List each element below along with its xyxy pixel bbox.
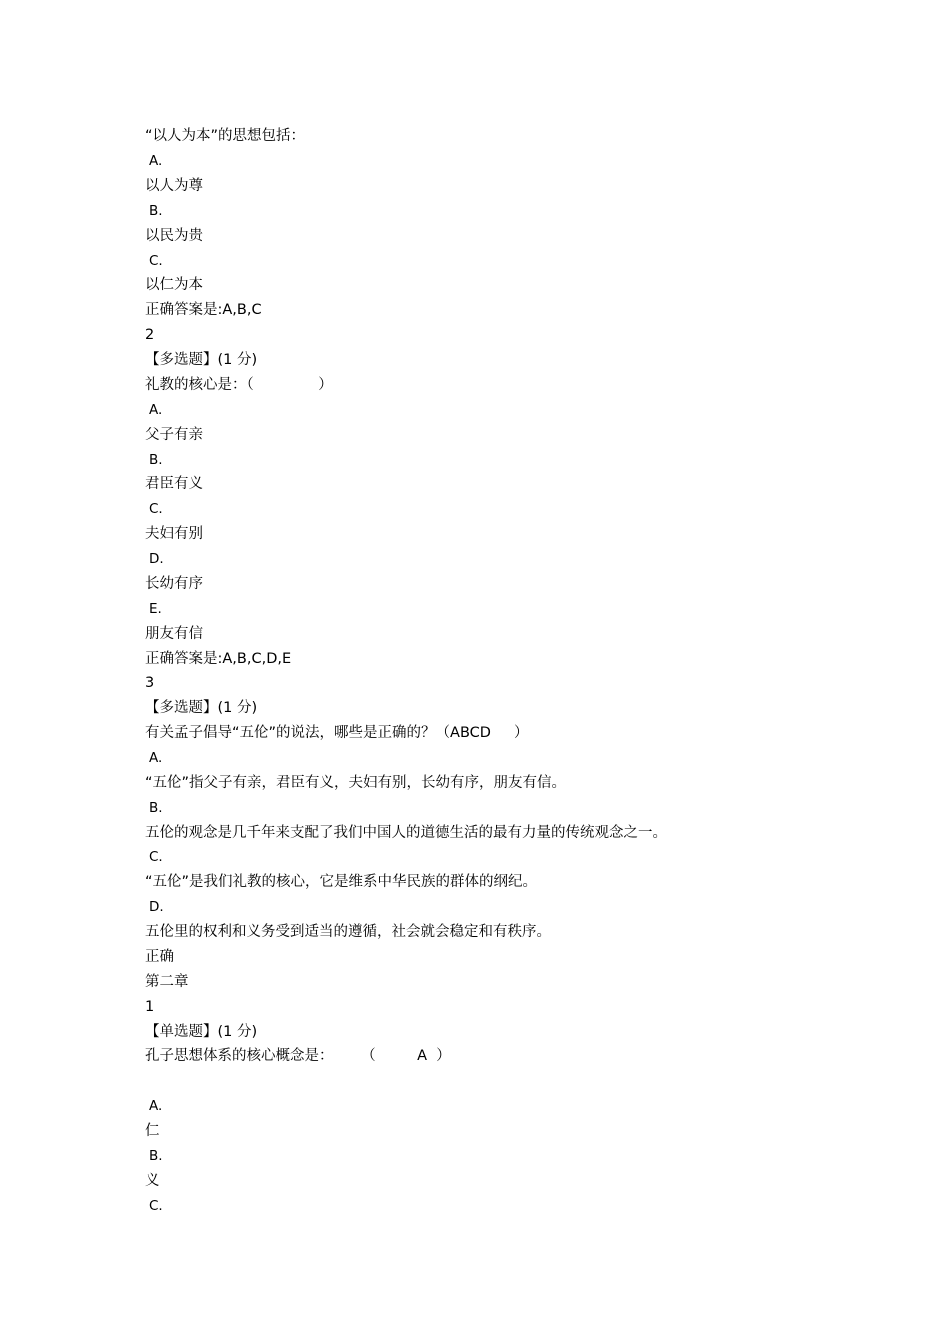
option-text-line: 五伦的观念是几千年来支配了我们中国人的道德生活的最有力量的传统观念之一。 <box>145 824 667 841</box>
option-letter-line: C. <box>149 501 163 518</box>
answer-line: 正确答案是:A,B,C,D,E <box>145 650 292 667</box>
number-line: 3 <box>145 675 155 692</box>
option-text-line: 义 <box>145 1172 160 1189</box>
answer-line: 正确答案是:A,B,C <box>145 302 262 319</box>
option-text-line: 仁 <box>145 1123 160 1139</box>
option-letter-line: C. <box>149 1197 163 1214</box>
option-text-line: 五伦里的权利和义务受到适当的遵循，社会就会稳定和有秩序。 <box>145 924 551 940</box>
question-line: 礼教的核心是：（ ） <box>145 376 333 393</box>
option-letter-line: A. <box>149 750 163 766</box>
option-text-line: 以民为贵 <box>145 227 203 244</box>
option-letter-line: A. <box>149 401 163 418</box>
type-line: 【多选题】(1 分) <box>145 700 258 717</box>
question-line: “以人为本”的思想包括： <box>145 128 306 145</box>
type-line: 【单选题】(1 分) <box>145 1023 258 1040</box>
type-line: 【多选题】(1 分) <box>145 352 258 368</box>
option-text-line: 父子有亲 <box>145 426 203 443</box>
option-letter-line: D. <box>149 551 164 567</box>
option-text-line: 君臣有义 <box>145 476 203 493</box>
option-letter-line: B. <box>149 202 163 219</box>
option-letter-line: E. <box>149 600 162 617</box>
option-letter-line: B. <box>149 799 163 816</box>
question-line: 有关孟子倡导“五伦”的说法，哪些是正确的？（ABCD ） <box>145 725 529 742</box>
chapter-line: 第二章 <box>145 973 189 990</box>
option-text-line: 夫妇有别 <box>145 526 203 543</box>
option-text-line: 以仁为本 <box>145 277 203 294</box>
option-letter-line: A. <box>149 1098 163 1115</box>
option-text-line: 长幼有序 <box>145 575 203 592</box>
option-letter-line: A. <box>149 153 163 170</box>
answer-line: 正确 <box>145 948 174 965</box>
option-text-line: 以人为尊 <box>145 177 203 194</box>
option-text-line: “五伦”指父子有亲，君臣有义，夫妇有别，长幼有序，朋友有信。 <box>145 774 567 791</box>
option-letter-line: B. <box>149 1147 163 1164</box>
option-text-line: “五伦”是我们礼教的核心，它是维系中华民族的群体的纲纪。 <box>145 874 538 891</box>
option-letter-line: B. <box>149 451 163 468</box>
option-letter-line: C. <box>149 252 163 269</box>
option-letter-line: D. <box>149 899 164 916</box>
option-text-line: 朋友有信 <box>145 625 203 642</box>
question-line: 孔子思想体系的核心概念是： （ A ） <box>145 1048 451 1065</box>
number-line: 2 <box>145 327 155 344</box>
number-line: 1 <box>145 998 155 1015</box>
option-letter-line: C. <box>149 849 163 866</box>
